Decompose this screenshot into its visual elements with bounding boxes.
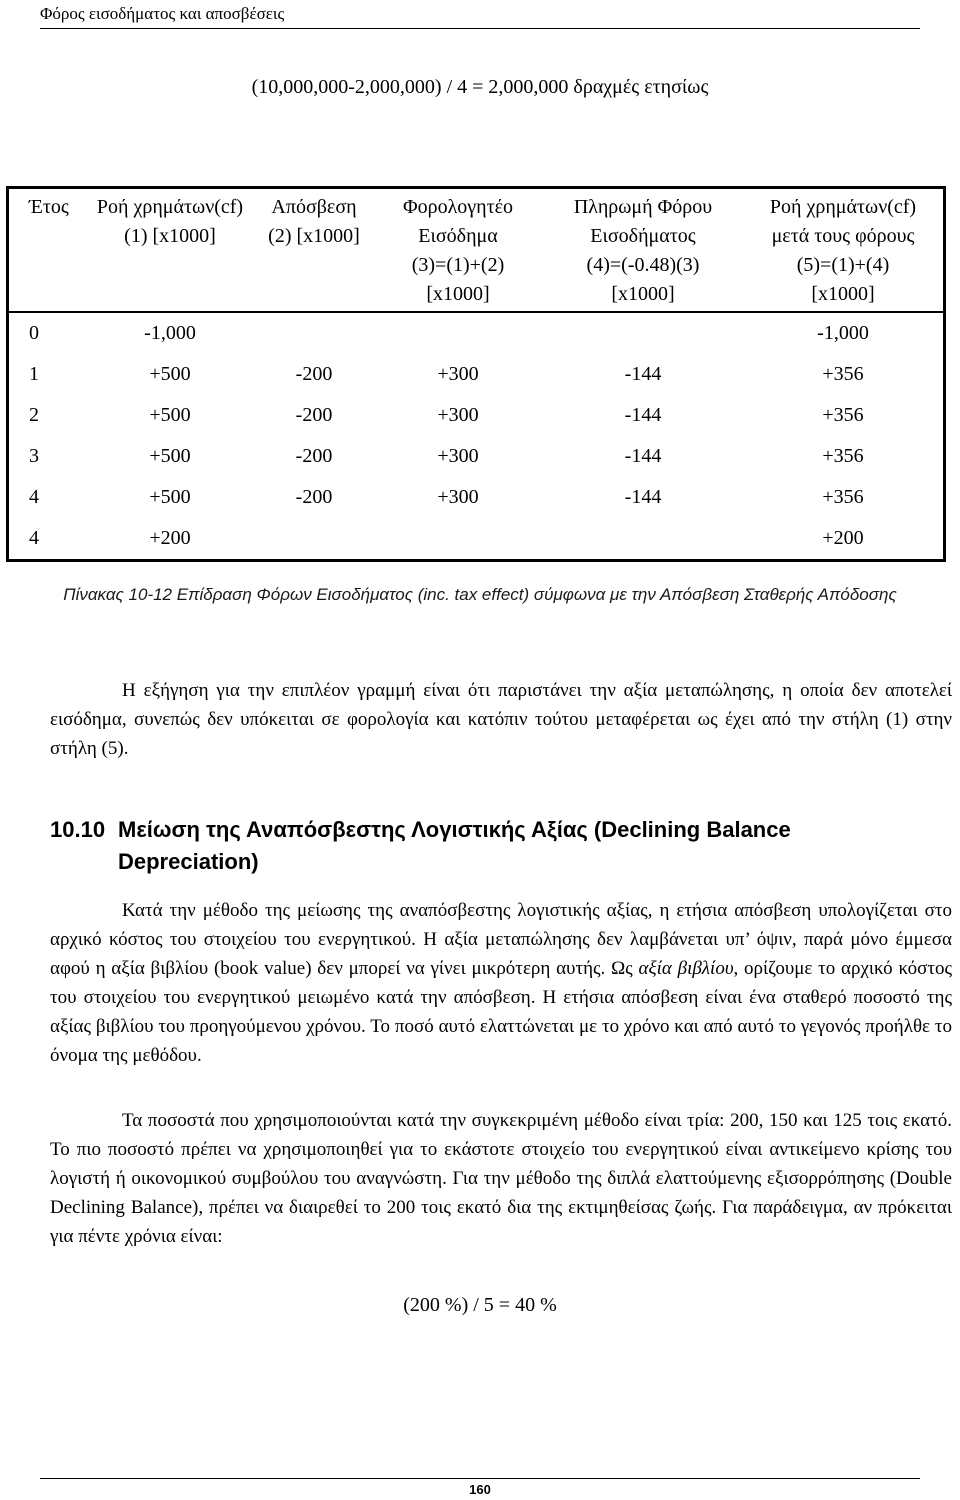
cell-after-tax-cash-flow: +356 — [822, 404, 864, 426]
cell-tax-payment: -144 — [624, 404, 662, 426]
depreciation-table — [6, 186, 946, 562]
cell-year: 2 — [29, 404, 39, 426]
cell-year: 4 — [29, 486, 39, 508]
cell-taxable-income: +300 — [437, 363, 479, 385]
cell-depreciation: -200 — [295, 363, 333, 385]
cell-depreciation: -200 — [295, 445, 333, 467]
header-depreciation: Απόσβεση (2) [x1000] — [268, 196, 360, 247]
cell-cash-flow: +500 — [149, 486, 191, 508]
formula-annual-depreciation: (10,000,000-2,000,000) / 4 = 2,000,000 δραχμές ετησίως — [251, 76, 709, 98]
cell-cash-flow: -1,000 — [144, 322, 196, 344]
paragraph-extra-row-explanation: Η εξήγηση για την επιπλέον γραμμή είναι ότι παριστάνει την αξία μεταπώλησης, η οποία δεν αποτελεί εισόδημα, συνεπώς δεν υπόκειται σε φορολογία και κατόπιν τούτου μεταφέρεται ως έχει από την στήλη (1) στην στήλη (5). — [50, 680, 952, 759]
header-year: Έτος — [29, 196, 69, 218]
cell-taxable-income — [373, 312, 543, 354]
cell-year: 1 — [29, 363, 39, 385]
table-row — [8, 436, 945, 477]
cell-cash-flow: +200 — [149, 527, 191, 549]
cell-after-tax-cash-flow: +356 — [822, 363, 864, 385]
cell-tax-payment: -144 — [624, 486, 662, 508]
cell-cash-flow: +500 — [149, 363, 191, 385]
paragraph-percentages: Τα ποσοστά που χρησιμοποιούνται κατά την συγκεκριμένη μέθοδο είναι τρία: 200, 150 και 125 τοις εκατό. Το πιο ποσοστό πρέπει να χρησιμοποιηθεί για το εκάστοτε στοιχείο του ενεργητικού είναι αντικείμενο κρίσης του λογιστή ή οικονομικού συμβούλου του αναγνώστη. Για την μέθοδο της διπλά ελαττούμενης εξισορρόπησης (Double Declining Balance), πρέπει να διαιρεθεί το 200 τοις εκατό δια της εκτιμηθείσας ζωής. Για παράδειγμα, αν πρόκειται για πέντε χρόνια είναι: — [50, 1110, 952, 1247]
header-tax-payment: Πληρωμή Φόρου Εισοδήματος (4)=(-0.48)(3) [x1000] — [573, 196, 713, 305]
cell-depreciation: -200 — [295, 404, 333, 426]
table-caption: Πίνακας 10-12 Επίδραση Φόρων Εισοδήματος (inc. tax effect) σύμφωνα με την Απόσβεση Σταθερής Απόδοσης — [63, 585, 897, 604]
section-title-line1: Μείωση της Αναπόσβεστης Λογιστικής Αξίας (Declining Balance — [118, 817, 791, 842]
cell-cash-flow: +500 — [149, 404, 191, 426]
table-row — [8, 354, 945, 395]
table-row — [8, 518, 945, 561]
running-header — [40, 4, 920, 29]
cell-tax-payment — [543, 518, 743, 561]
cell-after-tax-cash-flow: +356 — [822, 486, 864, 508]
cell-after-tax-cash-flow: -1,000 — [817, 322, 869, 344]
cell-year: 4 — [29, 527, 39, 549]
cell-cash-flow: +500 — [149, 445, 191, 467]
header-after-tax-cash-flow: Ροή χρημάτων(cf) μετά τους φόρους (5)=(1)+(4) [x1000] — [769, 196, 917, 305]
cell-tax-payment: -144 — [624, 445, 662, 467]
table-header — [8, 188, 945, 313]
table-row — [8, 312, 945, 354]
running-header-title: Φόρος εισοδήματος και αποσβέσεις — [40, 4, 285, 23]
header-cash-flow: Ροή χρημάτων(cf) (1) [x1000] — [96, 196, 244, 247]
cell-taxable-income: +300 — [437, 486, 479, 508]
emphasis-book-value: αξία βιβλίου — [638, 958, 734, 979]
table-row — [8, 395, 945, 436]
header-taxable-income: Φορολογητέο Εισόδημα (3)=(1)+(2) [x1000] — [402, 196, 514, 305]
cell-year: 3 — [29, 445, 39, 467]
section-heading — [50, 814, 930, 878]
section-number: 10.10 — [50, 817, 106, 842]
page-number: 160 — [469, 1482, 491, 1497]
cell-taxable-income: +300 — [437, 445, 479, 467]
cell-after-tax-cash-flow: +200 — [822, 527, 864, 549]
cell-taxable-income — [373, 518, 543, 561]
cell-depreciation: -200 — [295, 486, 333, 508]
cell-taxable-income: +300 — [437, 404, 479, 426]
table-header-row — [8, 188, 945, 313]
cell-tax-payment — [543, 312, 743, 354]
cell-year: 0 — [29, 322, 39, 344]
cell-tax-payment: -144 — [624, 363, 662, 385]
cell-depreciation — [255, 312, 373, 354]
paragraph-method-description: Κατά την μέθοδο της μείωσης της αναπόσβεστης λογιστικής αξίας, η ετήσια απόσβεση υπολογίζεται στο αρχικό κόστος του στοιχείου του ενεργητικού. Η αξία μεταπώλησης δεν λαμβάνεται υπ’ όψιν, παρά μόνο έμμεσα αφού η αξία βιβλίου (book value) δεν μπορεί να γίνει μικρότερη αυτής. Ως αξία βιβλίου, ορίζουμε το αρχικό κόστος του στοιχείου του ενεργητικού μειωμένο κατά την απόσβεση. Η ετήσια απόσβεση είναι ένα σταθερό ποσοστό της αξίας βιβλίου του προηγούμενου χρόνου. Το ποσό αυτό ελαττώνεται με το χρόνο και από αυτό το γεγονός προήλθε το όνομα της μεθόδου. — [50, 900, 953, 1066]
section-title-line2: Depreciation) — [118, 849, 259, 874]
cell-depreciation — [255, 518, 373, 561]
table-body — [8, 312, 945, 561]
formula-ddb-rate: (200 %) / 5 = 40 % — [403, 1294, 557, 1316]
table-row — [8, 477, 945, 518]
cell-after-tax-cash-flow: +356 — [822, 445, 864, 467]
footer-rule — [40, 1478, 920, 1479]
